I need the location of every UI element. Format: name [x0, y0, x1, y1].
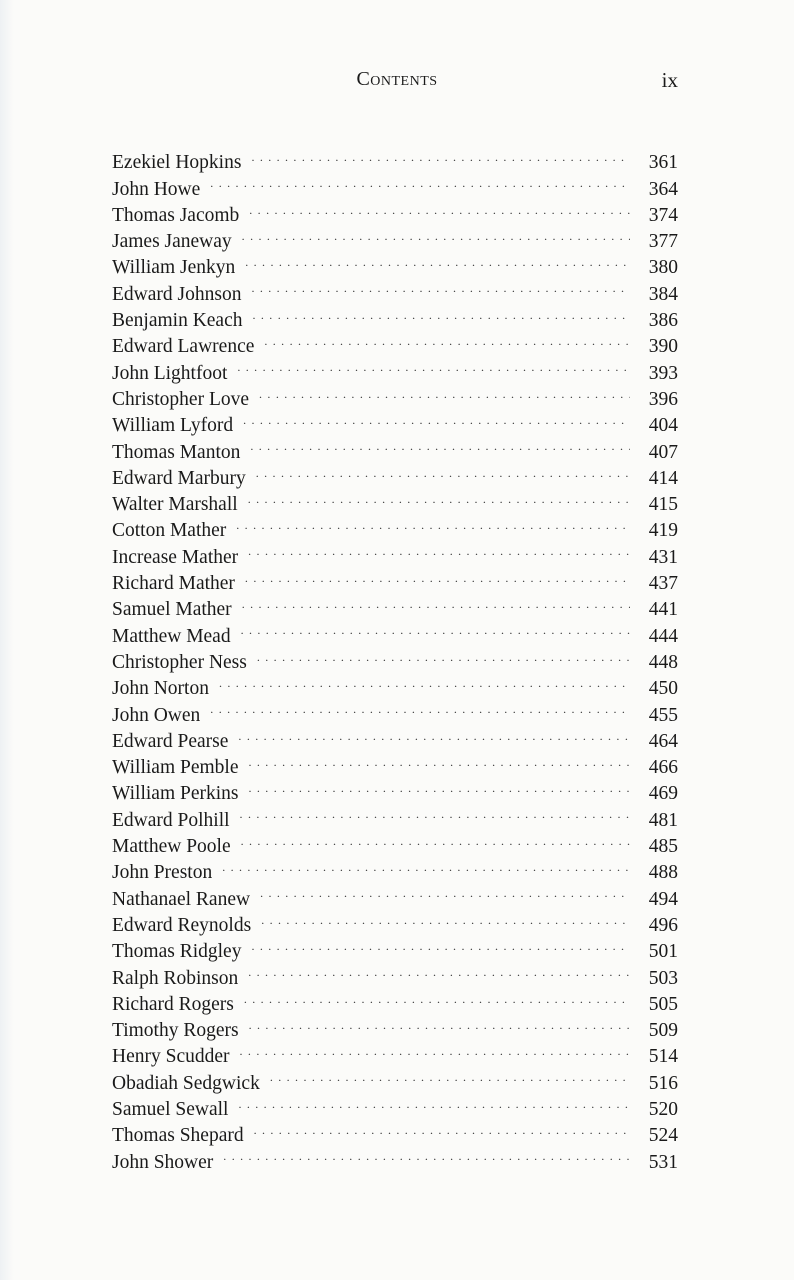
- toc-entry-name: William Pemble: [112, 757, 239, 779]
- toc-entry-name: Henry Scudder: [112, 1046, 230, 1068]
- toc-entry-page: 520: [648, 1098, 678, 1120]
- toc-entry-page: 396: [648, 388, 678, 410]
- toc-entry-page: 516: [648, 1072, 678, 1094]
- toc-entry-page: 481: [648, 809, 678, 831]
- toc-entry-page: 390: [648, 336, 678, 358]
- dot-leader: [259, 379, 630, 405]
- toc-entry-name: Samuel Sewall: [112, 1098, 229, 1120]
- dot-leader: [249, 1010, 630, 1036]
- toc-entry-name: William Jenkyn: [112, 257, 236, 279]
- toc-entry-page: 374: [648, 204, 678, 226]
- dot-leader: [242, 221, 630, 247]
- toc-entry-name: Thomas Shepard: [112, 1125, 244, 1147]
- toc-entry-name: Christopher Ness: [112, 651, 247, 673]
- toc-entry-page: 377: [648, 231, 678, 253]
- dot-leader: [223, 1141, 630, 1167]
- dot-leader: [210, 694, 630, 720]
- dot-leader: [250, 431, 630, 457]
- dot-leader: [248, 484, 630, 510]
- toc-entry-page: 505: [648, 993, 678, 1015]
- toc-entry-page: 450: [648, 678, 678, 700]
- toc-entry-page: 386: [648, 310, 678, 332]
- toc-entry-page: 531: [648, 1151, 678, 1173]
- toc-entry-page: 455: [648, 704, 678, 726]
- table-of-contents: [112, 142, 678, 1173]
- toc-entry: [112, 142, 678, 174]
- dot-leader: [236, 510, 630, 536]
- toc-entry-name: James Janeway: [112, 231, 232, 253]
- dot-leader: [240, 1036, 630, 1062]
- toc-entry-page: 441: [648, 599, 678, 621]
- toc-entry-name: Benjamin Keach: [112, 310, 243, 332]
- dot-leader: [238, 1089, 630, 1115]
- dot-leader: [270, 1062, 630, 1088]
- toc-entry-page: 485: [648, 836, 678, 858]
- running-head: [0, 68, 794, 100]
- page-edge-shadow: [0, 0, 14, 1280]
- toc-entry-page: 431: [648, 546, 678, 568]
- toc-entry-page: 364: [648, 178, 678, 200]
- dot-leader: [253, 300, 631, 326]
- dot-leader: [222, 852, 630, 878]
- toc-entry-name: Thomas Manton: [112, 441, 241, 463]
- toc-entry-page: 444: [648, 625, 678, 647]
- dot-leader: [243, 405, 630, 431]
- toc-entry-name: Edward Johnson: [112, 283, 242, 305]
- dot-leader: [248, 536, 630, 562]
- toc-entry-name: William Perkins: [112, 783, 239, 805]
- toc-entry-page: 414: [648, 467, 678, 489]
- dot-leader: [245, 563, 630, 589]
- toc-entry-name: Increase Mather: [112, 546, 239, 568]
- toc-entry-name: Timothy Rogers: [112, 1020, 239, 1042]
- toc-entry-name: Matthew Poole: [112, 836, 231, 858]
- toc-entry-name: John Preston: [112, 862, 213, 884]
- dot-leader: [249, 195, 630, 221]
- dot-leader: [219, 668, 630, 694]
- dot-leader: [238, 721, 630, 747]
- dot-leader: [241, 615, 630, 641]
- toc-entry-page: 496: [648, 914, 678, 936]
- toc-entry-page: 501: [648, 941, 678, 963]
- page-title: Contents: [356, 68, 438, 90]
- toc-entry-name: John Shower: [112, 1151, 214, 1173]
- toc-entry-name: Ralph Robinson: [112, 967, 239, 989]
- toc-entry-page: 466: [648, 757, 678, 779]
- dot-leader: [260, 878, 630, 904]
- toc-entry-name: Edward Reynolds: [112, 914, 252, 936]
- toc-entry-name: Christopher Love: [112, 388, 250, 410]
- dot-leader: [251, 273, 630, 299]
- dot-leader: [210, 168, 630, 194]
- toc-entry-page: 437: [648, 573, 678, 595]
- toc-entry-name: John Norton: [112, 678, 209, 700]
- dot-leader: [251, 931, 630, 957]
- toc-entry-name: Richard Mather: [112, 573, 235, 595]
- toc-entry-page: 407: [648, 441, 678, 463]
- dot-leader: [257, 642, 630, 668]
- toc-entry-name: Nathanael Ranew: [112, 888, 251, 910]
- toc-entry-page: 448: [648, 651, 678, 673]
- toc-entry-name: Edward Lawrence: [112, 336, 255, 358]
- dot-leader: [237, 352, 630, 378]
- toc-entry-name: Thomas Ridgley: [112, 941, 242, 963]
- dot-leader: [241, 826, 630, 852]
- toc-entry-name: John Owen: [112, 704, 201, 726]
- toc-entry-page: 393: [648, 362, 678, 384]
- toc-entry-name: Obadiah Sedgwick: [112, 1072, 260, 1094]
- toc-entry-name: Samuel Mather: [112, 599, 232, 621]
- toc-entry-name: Richard Rogers: [112, 993, 234, 1015]
- toc-entry-name: Thomas Jacomb: [112, 204, 240, 226]
- toc-entry-name: Cotton Mather: [112, 520, 227, 542]
- dot-leader: [261, 905, 630, 931]
- toc-entry-name: Ezekiel Hopkins: [112, 152, 242, 174]
- toc-entry-page: 384: [648, 283, 678, 305]
- toc-entry-name: Edward Marbury: [112, 467, 246, 489]
- toc-entry-page: 509: [648, 1020, 678, 1042]
- toc-entry-page: 380: [648, 257, 678, 279]
- toc-entry-page: 415: [648, 494, 678, 516]
- dot-leader: [245, 247, 630, 273]
- toc-entry-name: John Howe: [112, 178, 201, 200]
- toc-entry-page: 361: [648, 152, 678, 174]
- dot-leader: [249, 773, 631, 799]
- toc-entry-page: 514: [648, 1046, 678, 1068]
- toc-entry-name: Matthew Mead: [112, 625, 231, 647]
- dot-leader: [251, 142, 630, 168]
- toc-entry-page: 524: [648, 1125, 678, 1147]
- dot-leader: [240, 799, 630, 825]
- toc-entry-name: Edward Polhill: [112, 809, 230, 831]
- dot-leader: [244, 984, 630, 1010]
- toc-entry-page: 404: [648, 415, 678, 437]
- page-number: ix: [661, 68, 678, 92]
- toc-entry-page: 488: [648, 862, 678, 884]
- dot-leader: [242, 589, 630, 615]
- toc-entry-name: John Lightfoot: [112, 362, 228, 384]
- toc-entry-page: 464: [648, 730, 678, 752]
- toc-entry-name: Edward Pearse: [112, 730, 229, 752]
- toc-entry-name: Walter Marshall: [112, 494, 238, 516]
- toc-entry-page: 503: [648, 967, 678, 989]
- dot-leader: [256, 458, 630, 484]
- toc-entry-page: 494: [648, 888, 678, 910]
- toc-entry-page: 469: [648, 783, 678, 805]
- dot-leader: [248, 957, 630, 983]
- toc-entry-name: William Lyford: [112, 415, 234, 437]
- dot-leader: [254, 1115, 630, 1141]
- dot-leader: [264, 326, 630, 352]
- toc-entry-page: 419: [648, 520, 678, 542]
- dot-leader: [248, 747, 630, 773]
